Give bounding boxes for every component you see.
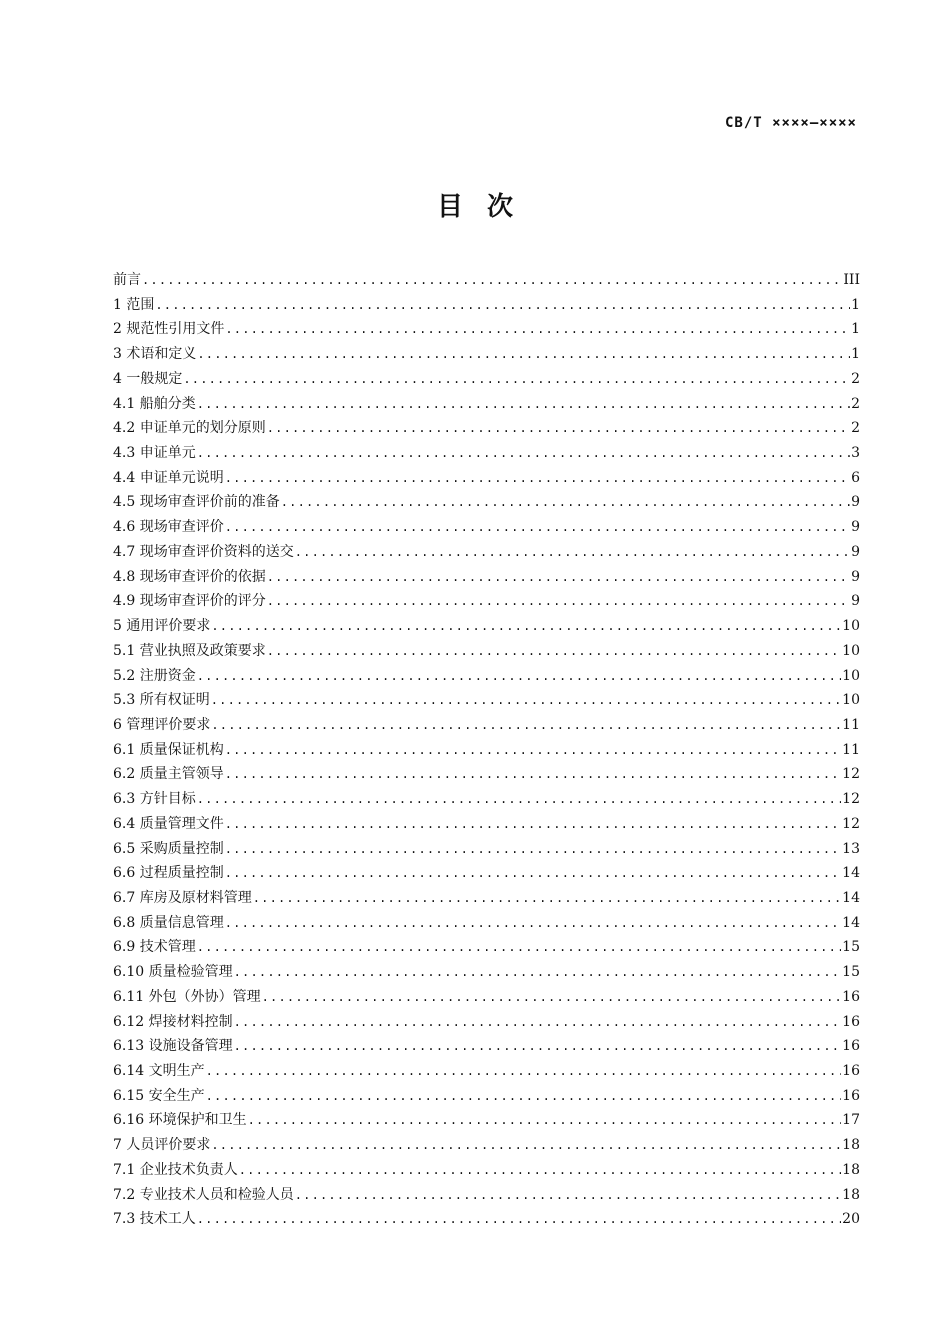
toc-dot-leader — [253, 886, 841, 911]
toc-entry[interactable] — [113, 589, 860, 614]
toc-dot-leader — [295, 540, 850, 565]
toc-entry[interactable] — [113, 268, 860, 293]
toc-dot-leader — [225, 466, 850, 491]
toc-entry-label: 4.5 现场审查评价前的准备 — [113, 494, 280, 511]
toc-entry-label: 6.15 安全生产 — [113, 1087, 205, 1104]
toc-entry-page-number: 15 — [842, 964, 860, 981]
toc-entry-label: 4.6 现场审查评价 — [113, 519, 224, 536]
page-title: 目次 — [436, 192, 537, 222]
toc-entry[interactable] — [113, 540, 860, 565]
toc-entry-label: 4.7 现场审查评价资料的送交 — [113, 543, 294, 560]
toc-entry-label: 6.11 外包（外协）管理 — [113, 988, 261, 1005]
toc-dot-leader — [239, 1158, 841, 1183]
toc-entry[interactable] — [113, 293, 860, 318]
toc-entry-label: 3 术语和定义 — [113, 346, 197, 363]
toc-entry-label: 5.2 注册资金 — [113, 667, 196, 684]
toc-entry[interactable] — [113, 1158, 860, 1183]
toc-entry[interactable] — [113, 1108, 860, 1133]
toc-entry-page-number: 1 — [851, 346, 860, 363]
toc-entry-page-number: 9 — [851, 568, 860, 585]
toc-entry-page-number: 13 — [842, 840, 860, 857]
toc-entry[interactable] — [113, 812, 860, 837]
toc-dot-leader — [295, 1183, 841, 1208]
toc-entry[interactable] — [113, 416, 860, 441]
toc-dot-leader — [155, 293, 850, 318]
toc-entry-label: 6.8 质量信息管理 — [113, 914, 224, 931]
toc-entry-page-number: 16 — [842, 1038, 860, 1055]
toc-entry[interactable] — [113, 317, 860, 342]
toc-dot-leader — [267, 589, 850, 614]
toc-dot-leader — [197, 342, 850, 367]
toc-dot-leader — [267, 416, 850, 441]
toc-dot-leader — [225, 911, 841, 936]
toc-dot-leader — [197, 1207, 841, 1232]
toc-entry[interactable] — [113, 837, 860, 862]
toc-dot-leader — [211, 1133, 841, 1158]
toc-entry-label: 6.1 质量保证机构 — [113, 741, 224, 758]
toc-entry-label: 4.3 申证单元 — [113, 445, 196, 462]
toc-entry[interactable] — [113, 985, 860, 1010]
toc-entry[interactable] — [113, 515, 860, 540]
toc-entry-page-number: 10 — [842, 618, 860, 635]
toc-entry-page-number: 10 — [842, 642, 860, 659]
toc-entry-page-number: 9 — [851, 494, 860, 511]
toc-entry[interactable] — [113, 935, 860, 960]
toc-entry-label: 7.2 专业技术人员和检验人员 — [113, 1186, 294, 1203]
toc-entry-label: 6.13 设施设备管理 — [113, 1038, 233, 1055]
toc-entry-label: 4.8 现场审查评价的依据 — [113, 568, 266, 585]
toc-entry-label: 6.5 采购质量控制 — [113, 840, 224, 857]
toc-entry-page-number: 10 — [842, 667, 860, 684]
toc-entry-page-number: 9 — [851, 519, 860, 536]
toc-entry-label: 6.7 库房及原材料管理 — [113, 889, 252, 906]
toc-entry-label: 5 通用评价要求 — [113, 618, 211, 635]
toc-entry-label: 6.4 质量管理文件 — [113, 815, 224, 832]
toc-entry-page-number: 18 — [842, 1161, 860, 1178]
document-code: CB/T ××××—×××× — [724, 115, 857, 131]
toc-dot-leader — [197, 935, 841, 960]
toc-entry[interactable] — [113, 688, 860, 713]
toc-dot-leader — [197, 441, 850, 466]
toc-dot-leader — [267, 565, 850, 590]
toc-entry[interactable] — [113, 713, 860, 738]
toc-entry[interactable] — [113, 639, 860, 664]
toc-entry[interactable] — [113, 490, 860, 515]
toc-dot-leader — [225, 515, 850, 540]
toc-entry-page-number: 14 — [842, 889, 860, 906]
toc-entry-page-number: 2 — [851, 420, 860, 437]
toc-entry[interactable] — [113, 738, 860, 763]
toc-dot-leader — [234, 1034, 842, 1059]
toc-entry-label: 1 范围 — [113, 296, 155, 313]
toc-entry-page-number: 16 — [842, 1063, 860, 1079]
toc-entry[interactable] — [113, 960, 860, 985]
toc-entry-page-number: 11 — [842, 716, 860, 733]
toc-dot-leader — [142, 268, 842, 293]
toc-entry-label: 6.12 焊接材料控制 — [113, 1013, 233, 1030]
toc-entry-page-number: 9 — [851, 593, 860, 610]
toc-entry-label: 4.1 船舶分类 — [113, 395, 196, 412]
toc-entry-page-number: 10 — [842, 692, 860, 709]
toc-entry[interactable] — [113, 886, 860, 911]
toc-entry-page-number: 14 — [842, 865, 860, 882]
toc-entry-label: 7 人员评价要求 — [113, 1137, 211, 1154]
toc-entry[interactable] — [113, 664, 860, 689]
toc-dot-leader — [281, 490, 850, 515]
toc-dot-leader — [197, 392, 850, 417]
toc-dot-leader — [211, 713, 841, 738]
toc-dot-leader — [225, 837, 841, 862]
toc-entry-label: 6.14 文明生产 — [113, 1063, 205, 1079]
toc-dot-leader — [225, 762, 841, 787]
toc-entry-label: 7.1 企业技术负责人 — [113, 1161, 238, 1178]
toc-entry-page-number: 18 — [842, 1186, 860, 1203]
toc-entry-page-number: 1 — [851, 296, 860, 313]
toc-entry[interactable] — [113, 1010, 860, 1035]
toc-entry-page-number: 20 — [842, 1211, 860, 1228]
toc-entry-page-number: 15 — [842, 939, 860, 956]
toc-entry-label: 2 规范性引用文件 — [113, 321, 225, 338]
toc-entry[interactable] — [113, 565, 860, 590]
toc-entry-label: 6.2 质量主管领导 — [113, 766, 224, 783]
toc-entry[interactable] — [113, 441, 860, 466]
toc-entry[interactable] — [113, 1059, 860, 1084]
toc-entry-page-number: 17 — [842, 1112, 860, 1129]
toc-entry-label: 4.4 申证单元说明 — [113, 469, 224, 486]
toc-entry-page-number: 12 — [842, 815, 860, 832]
toc-dot-leader — [225, 861, 841, 886]
toc-entry-page-number: 2 — [851, 370, 860, 387]
toc-entry-page-number: 11 — [842, 741, 860, 758]
toc-entry[interactable] — [113, 1034, 860, 1059]
toc-entry-label: 6.16 环境保护和卫生 — [113, 1112, 247, 1129]
toc-entry-page-number: 18 — [842, 1137, 860, 1154]
toc-dot-leader — [206, 1059, 842, 1084]
toc-entry-label: 4 一般规定 — [113, 370, 183, 387]
toc-entry[interactable] — [113, 1183, 860, 1208]
toc-entry[interactable] — [113, 787, 860, 812]
toc-entry-label: 前言 — [113, 272, 141, 288]
toc-entry-page-number: III — [843, 272, 860, 288]
toc-entry[interactable] — [113, 466, 860, 491]
toc-dot-leader — [248, 1108, 842, 1133]
toc-entry[interactable] — [113, 342, 860, 367]
toc-entry-page-number: 16 — [842, 1013, 860, 1030]
toc-entry[interactable] — [113, 392, 860, 417]
toc-entry-label: 4.2 申证单元的划分原则 — [113, 420, 266, 437]
toc-entry[interactable] — [113, 1133, 860, 1158]
toc-entry-page-number: 9 — [851, 543, 860, 560]
toc-dot-leader — [262, 985, 842, 1010]
toc-entry-page-number: 12 — [842, 766, 860, 783]
toc-entry-label: 6.6 过程质量控制 — [113, 865, 224, 882]
toc-entry[interactable] — [113, 911, 860, 936]
toc-dot-leader — [225, 738, 841, 763]
toc-entry-label: 7.3 技术工人 — [113, 1211, 196, 1228]
toc-entry-page-number: 14 — [842, 914, 860, 931]
toc-entry[interactable] — [113, 367, 860, 392]
toc-entry[interactable] — [113, 614, 860, 639]
toc-entry-page-number: 1 — [851, 321, 860, 338]
toc-dot-leader — [197, 664, 841, 689]
toc-entry[interactable] — [113, 861, 860, 886]
toc-dot-leader — [234, 960, 842, 985]
toc-entry-label: 5.3 所有权证明 — [113, 692, 210, 709]
toc-dot-leader — [211, 614, 841, 639]
toc-entry[interactable] — [113, 1084, 860, 1109]
toc-dot-leader — [206, 1084, 842, 1109]
toc-entry-page-number: 2 — [851, 395, 860, 412]
toc-entry-page-number: 16 — [842, 1087, 860, 1104]
toc-entry-label: 6.9 技术管理 — [113, 939, 196, 956]
toc-entry[interactable] — [113, 1207, 860, 1232]
toc-entry-page-number: 3 — [851, 445, 860, 462]
toc-dot-leader — [225, 812, 841, 837]
toc-dot-leader — [197, 787, 841, 812]
toc-dot-leader — [225, 317, 850, 342]
toc-dot-leader — [234, 1010, 842, 1035]
toc-entry-label: 6.10 质量检验管理 — [113, 964, 233, 981]
toc-dot-leader — [183, 367, 850, 392]
toc-entry-label: 4.9 现场审查评价的评分 — [113, 593, 266, 610]
toc-entry-page-number: 12 — [842, 791, 860, 808]
toc-entry-page-number: 16 — [842, 988, 860, 1005]
toc-entry-label: 6 管理评价要求 — [113, 716, 211, 733]
toc-dot-leader — [211, 688, 841, 713]
toc-entry-label: 6.3 方针目标 — [113, 791, 196, 808]
toc-dot-leader — [267, 639, 841, 664]
table-of-contents — [113, 268, 860, 1232]
toc-entry-page-number: 6 — [851, 469, 860, 486]
toc-entry-label: 5.1 营业执照及政策要求 — [113, 642, 266, 659]
toc-entry[interactable] — [113, 762, 860, 787]
